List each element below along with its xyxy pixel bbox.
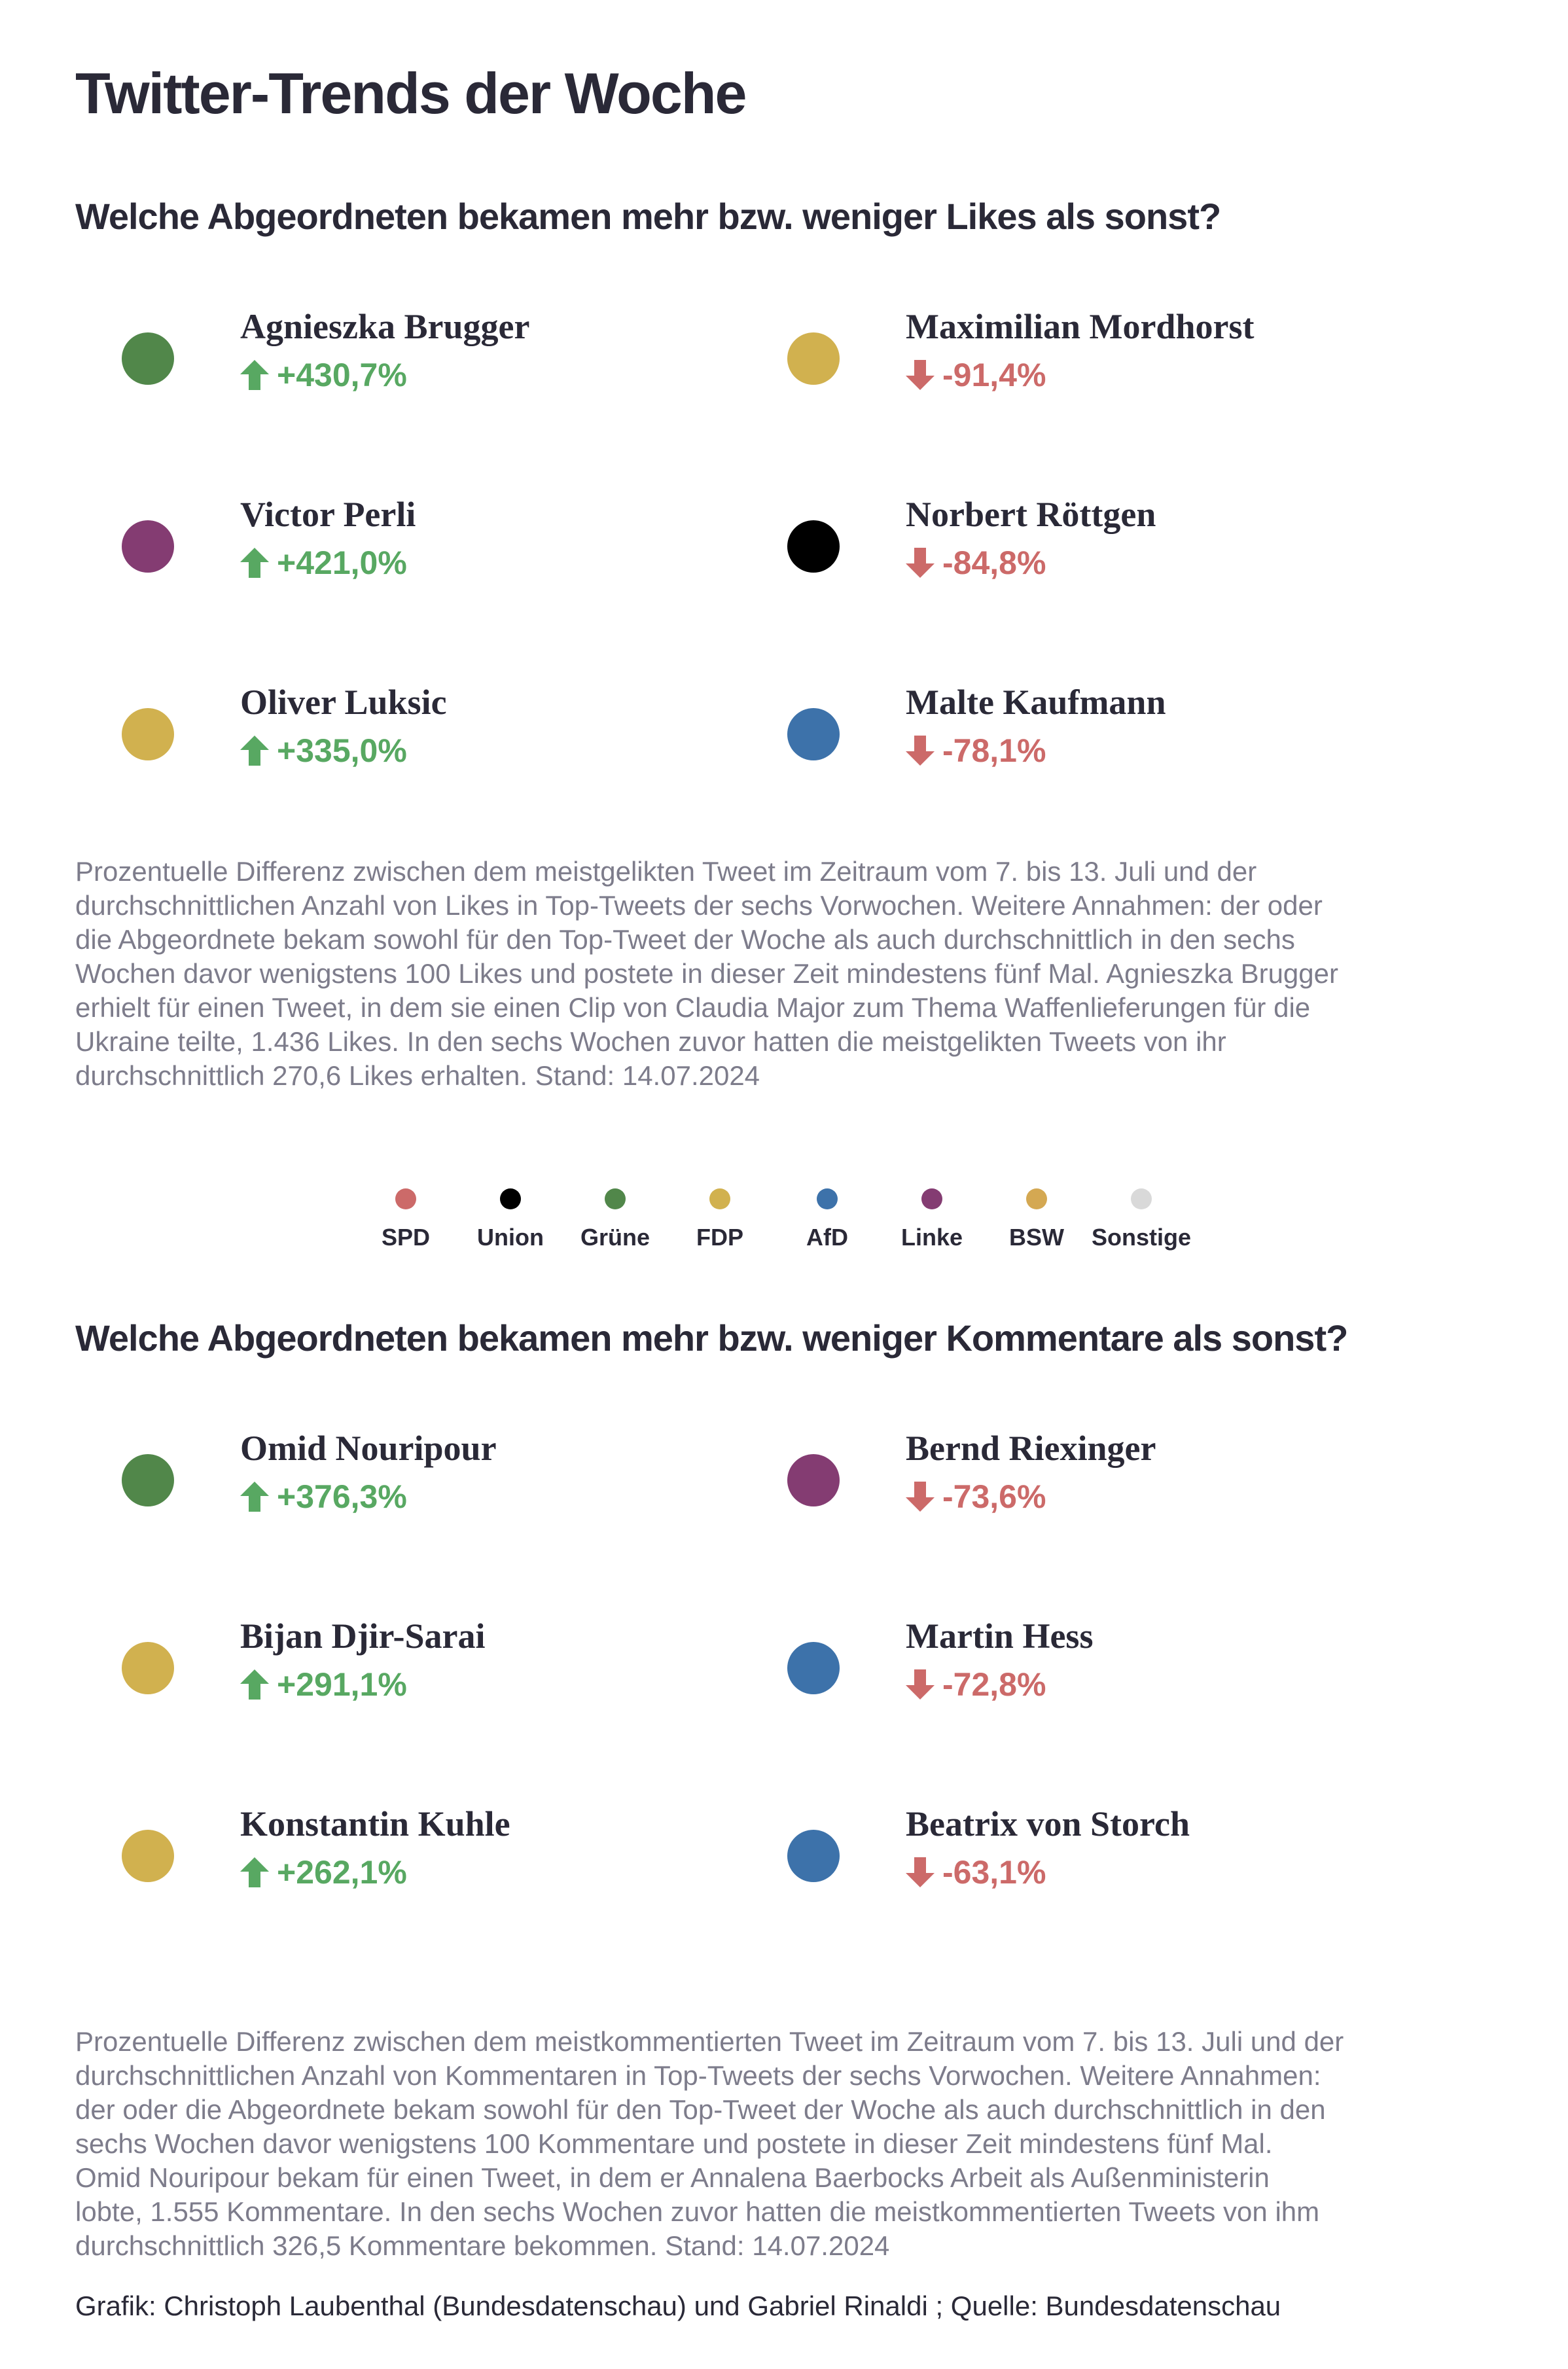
comments-entry [122,1616,776,1747]
politician-name: Agnieszka Brugger [240,307,530,346]
change-value: -63,1% [906,1853,1046,1891]
change-value: +335,0% [240,732,407,770]
comments-entry [787,1428,1442,1559]
likes-entry [787,494,1442,625]
arrow-up-icon [240,736,269,766]
legend-item-spd: SPD [353,1183,458,1251]
comments-entry [787,1616,1442,1747]
change-value: -91,4% [906,356,1046,394]
party-dot-icon [122,1830,174,1882]
legend-item-gruene: Grüne [563,1183,668,1251]
party-dot-icon [122,708,174,760]
arrow-down-icon [906,1482,935,1512]
party-dot-icon [122,520,174,573]
party-dot-icon [787,332,840,385]
legend-item-fdp: FDP [668,1183,772,1251]
arrow-up-icon [240,360,269,390]
legend-item-afd: AfD [775,1183,880,1251]
credits-footer: Grafik: Christoph Laubenthal (Bundesdatenschau) und Gabriel Rinaldi ; Quelle: Bundesdatenschau [75,2290,1281,2321]
arrow-up-icon [240,1669,269,1700]
party-dot-icon [122,1642,174,1694]
legend-item-linke: Linke [880,1183,984,1251]
page-title: Twitter-Trends der Woche [75,61,746,126]
change-value: +421,0% [240,544,407,582]
legend-item-bsw: BSW [984,1183,1089,1251]
politician-name: Beatrix von Storch [906,1804,1190,1844]
likes-section-heading: Welche Abgeordneten bekamen mehr bzw. weniger Likes als sonst? [75,196,1221,237]
party-legend [353,1183,1217,1262]
party-dot-icon [787,1454,840,1506]
arrow-down-icon [906,360,935,390]
arrow-up-icon [240,1482,269,1512]
likes-entry [122,494,776,625]
legend-dot-icon [500,1188,521,1209]
legend-dot-icon [1026,1188,1047,1209]
arrow-down-icon [906,548,935,578]
party-dot-icon [122,332,174,385]
politician-name: Malte Kaufmann [906,683,1166,722]
party-dot-icon [122,1454,174,1506]
legend-item-union: Union [458,1183,563,1251]
legend-item-sonstige: Sonstige [1089,1183,1194,1251]
party-dot-icon [787,1642,840,1694]
comments-entry [122,1804,776,1934]
legend-dot-icon [395,1188,416,1209]
comments-entry [122,1428,776,1559]
change-value: +262,1% [240,1853,407,1891]
change-value: -78,1% [906,732,1046,770]
politician-name: Bijan Djir-Sarai [240,1616,486,1656]
arrow-down-icon [906,1669,935,1700]
party-dot-icon [787,520,840,573]
change-value: +291,1% [240,1665,407,1703]
change-value: -72,8% [906,1665,1046,1703]
arrow-down-icon [906,736,935,766]
arrow-down-icon [906,1857,935,1887]
party-dot-icon [787,1830,840,1882]
legend-dot-icon [817,1188,838,1209]
change-value: -73,6% [906,1478,1046,1516]
change-value: +430,7% [240,356,407,394]
politician-name: Maximilian Mordhorst [906,307,1255,346]
likes-entry [122,306,776,437]
comments-entry [787,1804,1442,1934]
likes-entry [787,306,1442,437]
politician-name: Norbert Röttgen [906,495,1156,534]
politician-name: Omid Nouripour [240,1429,497,1468]
change-value: +376,3% [240,1478,407,1516]
politician-name: Konstantin Kuhle [240,1804,510,1844]
arrow-up-icon [240,1857,269,1887]
politician-name: Bernd Riexinger [906,1429,1156,1468]
legend-dot-icon [605,1188,626,1209]
likes-entry [787,682,1442,813]
politician-name: Martin Hess [906,1616,1094,1656]
politician-name: Oliver Luksic [240,683,447,722]
legend-dot-icon [921,1188,942,1209]
likes-description: Prozentuelle Differenz zwischen dem meistgelikten Tweet im Zeitraum vom 7. bis 13. Juli und der durchschnittlichen Anzahl von Likes in Top-Tweets der sechs Vorwochen. Weitere Annahmen: der oder die Abgeordnete bekam sowohl für den Top-Tweet der Woche als auch durchschnittlich in den sechs Wochen davor wenigstens 100 Likes und postete in dieser Zeit mindestens fünf Mal. Agnieszka Brugger erhielt für einen Tweet, in dem sie einen Clip von Claudia Major zum Thema Waffenlieferungen für die Ukraine teilte, 1.436 Likes. In den sechs Wochen zuvor hatten die meistgelikten Tweets von ihr durchschnittlich 270,6 Likes erhalten. Stand: 14.07.2024 [75,856,1338,1091]
comments-description: Prozentuelle Differenz zwischen dem meistkommentierten Tweet im Zeitraum vom 7. bis 13. Juli und der durchschnittlichen Anzahl von Kommentaren in Top-Tweets der sechs Vorwochen. Weitere Annahmen: der oder die Abgeordnete bekam sowohl für den Top-Tweet der Woche als auch durchschnittlich in den sechs Wochen davor wenigstens 100 Kommentare und postete in dieser Zeit mindestens fünf Mal. Omid Nouripour bekam für einen Tweet, in dem er Annalena Baerbocks Arbeit als Außenministerin lobte, 1.555 Kommentare. In den sechs Wochen zuvor hatten die meistkommentierten Tweets von ihm durchschnittlich 326,5 Kommentare bekommen. Stand: 14.07.2024 [75,2026,1344,2261]
party-dot-icon [787,708,840,760]
comments-section-heading: Welche Abgeordneten bekamen mehr bzw. weniger Kommentare als sonst? [75,1317,1348,1359]
likes-entry [122,682,776,813]
politician-name: Victor Perli [240,495,416,534]
legend-dot-icon [709,1188,730,1209]
legend-dot-icon [1131,1188,1152,1209]
arrow-up-icon [240,548,269,578]
change-value: -84,8% [906,544,1046,582]
